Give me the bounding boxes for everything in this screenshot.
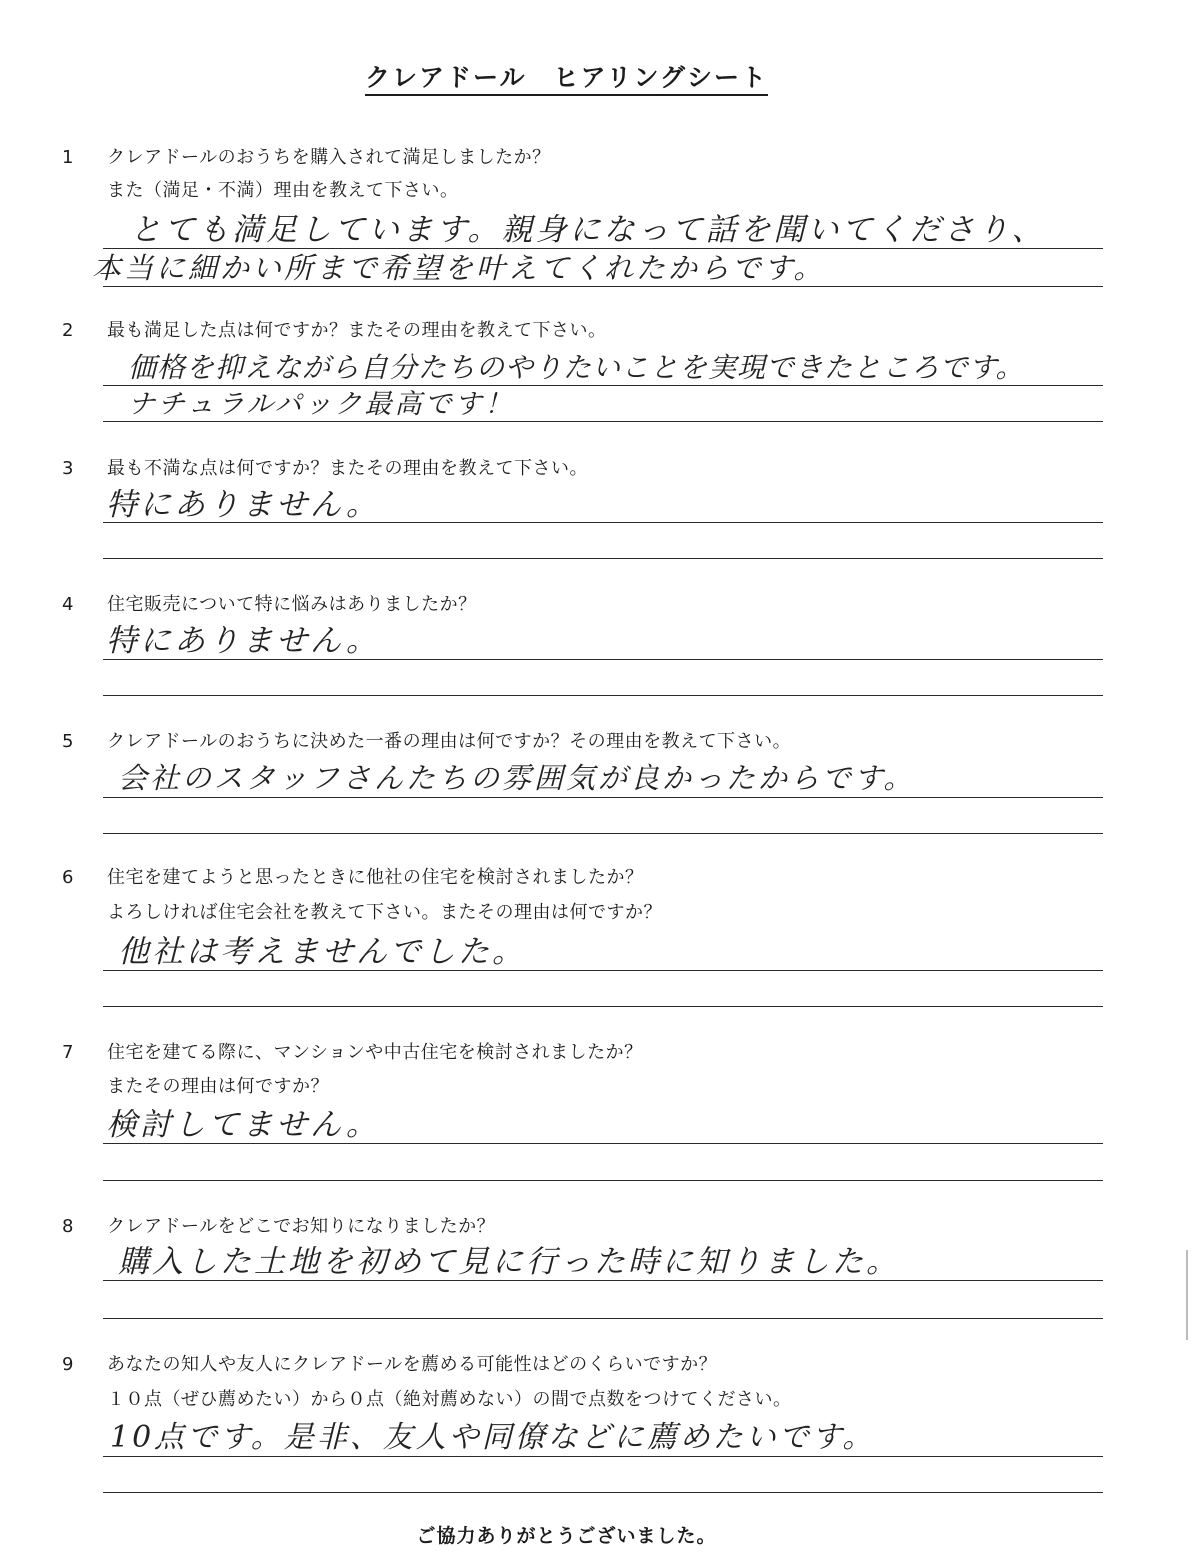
thank-you-note: ご協力ありがとうございました。	[416, 1525, 717, 1547]
question-number: 8	[62, 1216, 74, 1237]
answer-rule	[103, 833, 1103, 834]
question-text: 最も満足した点は何ですか？またその理由を教えて下さい。	[107, 320, 607, 341]
question-number: 4	[62, 594, 74, 615]
question-text: 住宅販売について特に悩みはありましたか？	[107, 594, 477, 615]
answer-rule	[103, 286, 1103, 287]
question-number: 9	[62, 1354, 74, 1375]
question-text: またその理由は何ですか？	[107, 1076, 329, 1097]
answer-rule	[103, 797, 1103, 798]
question-number: 5	[62, 731, 74, 752]
question-text: あなたの知人や友人にクレアドールを薦める可能性はどのくらいですか？	[107, 1354, 718, 1375]
handwritten-answer: 他社は考えませんでした。	[118, 934, 526, 970]
question-text: 最も不満な点は何ですか？またその理由を教えて下さい。	[107, 458, 588, 479]
question-text: クレアドールをどこでお知りになりましたか？	[107, 1216, 496, 1237]
question-text: よろしければ住宅会社を教えて下さい。またその理由は何ですか？	[107, 902, 662, 923]
answer-rule	[103, 1006, 1103, 1007]
question-text: 住宅を建てる際に、マンションや中古住宅を検討されましたか？	[107, 1042, 643, 1063]
question-text: １０点（ぜひ薦めたい）から０点（絶対薦めない）の間で点数をつけてください。	[107, 1389, 792, 1410]
handwritten-answer: ナチュラルパック最高です！	[128, 389, 515, 420]
scan-edge-mark	[1186, 1250, 1188, 1340]
question-text: また（満足・不満）理由を教えて下さい。	[107, 180, 459, 201]
answer-rule	[103, 421, 1103, 422]
handwritten-answer: とても満足しています。親身になって話を聞いてくださり、	[130, 212, 1046, 248]
handwritten-answer: 購入した土地を初めて見に行った時に知りました。	[118, 1244, 900, 1280]
handwritten-answer: 特にありません。	[106, 487, 380, 523]
handwritten-answer: 10点です。是非、友人や同僚などに薦めたいです。	[110, 1420, 876, 1455]
answer-rule	[103, 522, 1103, 523]
question-number: 3	[62, 458, 74, 479]
answer-rule	[103, 695, 1103, 696]
page-title: クレアドール ヒアリングシート	[0, 58, 1133, 94]
answer-rule	[103, 970, 1103, 971]
question-number: 7	[62, 1042, 74, 1063]
handwritten-answer: 検討してません。	[106, 1107, 380, 1143]
question-number: 2	[62, 320, 74, 341]
handwritten-answer: 本当に細かい所まで希望を叶えてくれたからです。	[92, 251, 826, 285]
answer-rule	[103, 1180, 1103, 1181]
question-text: 住宅を建てようと思ったときに他社の住宅を検討されましたか？	[107, 867, 644, 888]
question-number: 1	[62, 147, 74, 168]
question-text: クレアドールのおうちを購入されて満足しましたか？	[107, 147, 551, 168]
answer-rule	[103, 1492, 1103, 1493]
handwritten-answer: 特にありません。	[106, 623, 380, 659]
answer-rule	[103, 1143, 1103, 1144]
answer-rule	[103, 248, 1103, 249]
handwritten-answer: 会社のスタッフさんたちの雰囲気が良かったからです。	[118, 761, 916, 795]
answer-rule	[103, 558, 1103, 559]
question-text: クレアドールのおうちに決めた一番の理由は何ですか？その理由を教えて下さい。	[107, 731, 792, 752]
answer-rule	[103, 1456, 1103, 1457]
answer-rule	[103, 1280, 1103, 1281]
handwritten-answer: 価格を抑えながら自分たちのやりたいことを実現できたところです。	[128, 351, 1025, 384]
question-number: 6	[62, 867, 74, 888]
answer-rule	[103, 1318, 1103, 1319]
answer-rule	[103, 659, 1103, 660]
answer-rule	[103, 385, 1103, 386]
